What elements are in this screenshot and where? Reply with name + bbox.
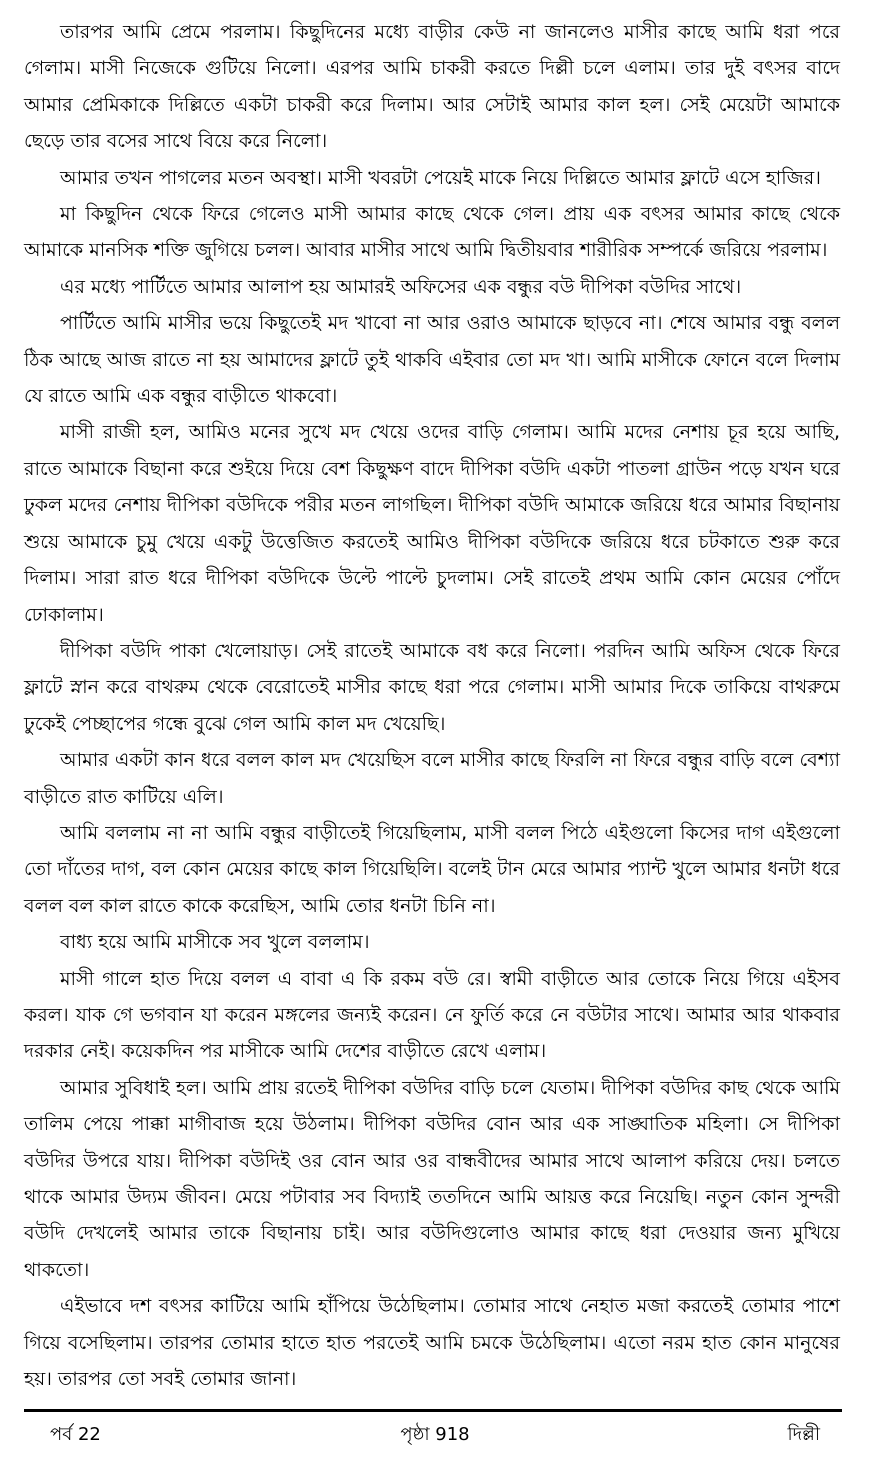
footer-divider	[24, 1409, 842, 1412]
paragraph: মাসী রাজী হল, আমিও মনের সুখে মদ খেয়ে ওদের বাড়ি গেলাম। আমি মদের নেশায় চূর হয়ে আছি, রাতে আমাকে বিছানা করে শুইয়ে দিয়ে বেশ কিছুক্ষণ বাদে দীপিকা বউদি একটা পাতলা গ্রাউন পড়ে যখন ঘরে ঢুকল মদের নেশায় দীপিকা বউদিকে পরীর মতন লাগছিল। দীপিকা বউদি আমাকে জরিয়ে ধরে আমার বিছানায় শুয়ে আমাকে চুমু খেয়ে একটু উত্তেজিত করতেই আমিও দীপিকা বউদিকে জরিয়ে ধরে চটকাতে শুরু করে দিলাম। সারা রাত ধরে দীপিকা বউদিকে উল্টে পাল্টে চুদলাম। সেই রাতেই প্রথম আমি কোন মেয়ের পোঁদে ঢোকালাম।	[24, 421, 840, 626]
paragraph: আমার সুবিধাই হল। আমি প্রায় রতেই দীপিকা বউদির বাড়ি চলে যেতাম। দীপিকা বউদির কাছ থেকে আমি তালিম পেয়ে পাক্কা মাগীবাজ হয়ে উঠলাম। দীপিকা বউদির বোন আর এক সাঙ্ঘাতিক মহিলা। সে দীপিকা বউদির উপরে যায়। দীপিকা বউদিই ওর বোন আর ওর বান্ধবীদের আমার সাথে আলাপ করিয়ে দেয়। চলতে থাকে আমার উদ্যম জীবন। মেয়ে পটাবার সব বিদ্যাই ততদিনে আমি আয়ত্ত করে নিয়েছি। নতুন কোন সুন্দরী বউদি দেখলেই আমার তাকে বিছানায় চাই। আর বউদিগুলোও আমার কাছে ধরা দেওয়ার জন্য মুখিয়ে থাকতো।	[24, 1076, 840, 1281]
footer-part-number: পর্ব 22	[50, 1424, 101, 1446]
paragraph: আমার একটা কান ধরে বলল কাল মদ খেয়েছিস বলে মাসীর কাছে ফিরলি না ফিরে বন্ধুর বাড়ি বলে বেশ্যা বাড়ীতে রাত কাটিয়ে এলি।	[24, 749, 840, 808]
paragraph: মাসী গালে হাত দিয়ে বলল এ বাবা এ কি রকম বউ রে। স্বামী বাড়ীতে আর তোকে নিয়ে গিয়ে এইসব করল। যাক গে ভগবান যা করেন মঙ্গলের জন্যই করেন। নে ফুর্তি করে নে বউটার সাথে। আমার আর থাকবার দরকার নেই। কয়েকদিন পর মাসীকে আমি দেশের বাড়ীতে রেখে এলাম।	[24, 967, 840, 1063]
document-body	[24, 14, 840, 1397]
paragraph: এর মধ্যে পার্টিতে আমার আলাপ হয় আমারই অফিসের এক বন্ধুর বউ দীপিকা বউদির সাথে।	[60, 275, 742, 298]
paragraph: এইভাবে দশ বৎসর কাটিয়ে আমি হাঁপিয়ে উঠেছিলাম। তোমার সাথে নেহাত মজা করতেই তোমার পাশে গিয়ে বসেছিলাম। তারপর তোমার হাতে হাত পরতেই আমি চমকে উঠেছিলাম। এতো নরম হাত কোন মানুষের হয়। তারপর তো সবই তোমার জানা।	[24, 1295, 840, 1391]
paragraph: মা কিছুদিন থেকে ফিরে গেলেও মাসী আমার কাছে থেকে গেল। প্রায় এক বৎসর আমার কাছে থেকে আমাকে মানসিক শক্তি জুগিয়ে চলল। আবার মাসীর সাথে আমি দ্বিতীয়বার শারীরিক সম্পর্কে জরিয়ে পরলাম।	[24, 203, 840, 262]
page-footer	[24, 1422, 842, 1448]
paragraph: বাধ্য হয়ে আমি মাসীকে সব খুলে বললাম।	[60, 931, 370, 954]
paragraph: আমি বললাম না না আমি বন্ধুর বাড়ীতেই গিয়েছিলাম, মাসী বলল পিঠে এইগুলো কিসের দাগ এইগুলো তো দাঁতের দাগ, বল কোন মেয়ের কাছে কাল গিয়েছিলি। বলেই টান মেরে আমার প্যান্ট খুলে আমার ধনটা ধরে বলল বল কাল রাতে কাকে করেছিস, আমি তোর ধনটা চিনি না।	[24, 821, 840, 917]
paragraph: পার্টিতে আমি মাসীর ভয়ে কিছুতেই মদ খাবো না আর ওরাও আমাকে ছাড়বে না। শেষে আমার বন্ধু বলল ঠিক আছে আজ রাতে না হয় আমাদের ফ্লাটে তুই থাকবি এইবার তো মদ খা। আমি মাসীকে ফোনে বলে দিলাম যে রাতে আমি এক বন্ধুর বাড়ীতে থাকবো।	[24, 312, 840, 408]
paragraph: দীপিকা বউদি পাকা খেলোয়াড়। সেই রাতেই আমাকে বধ করে নিলো। পরদিন আমি অফিস থেকে ফিরে ফ্লাটে স্নান করে বাথরুম থেকে বেরোতেই মাসীর কাছে ধরা পরে গেলাম। মাসী আমার দিকে তাকিয়ে বাথরুমে ঢুকেই পেচ্ছাপের গন্ধে বুঝে গেল আমি কাল মদ খেয়েছি।	[24, 639, 840, 735]
footer-page-number: পৃষ্ঠা 918	[400, 1424, 470, 1446]
footer-location: দিল্লী	[787, 1424, 820, 1446]
paragraph: তারপর আমি প্রেমে পরলাম। কিছুদিনের মধ্যে বাড়ীর কেউ না জানলেও মাসীর কাছে আমি ধরা পরে গেলাম। মাসী নিজেকে গুটিয়ে নিলো। এরপর আমি চাকরী করতে দিল্লী চলে এলাম। তার দুই বৎসর বাদে আমার প্রেমিকাকে দিল্লিতে একটা চাকরী করে দিলাম। আর সেটাই আমার কাল হল। সেই মেয়েটা আমাকে ছেড়ে তার বসের সাথে বিয়ে করে নিলো।	[24, 21, 840, 153]
paragraph: আমার তখন পাগলের মতন অবস্থা। মাসী খবরটা পেয়েই মাকে নিয়ে দিল্লিতে আমার ফ্লাটে এসে হাজির।	[60, 166, 821, 189]
